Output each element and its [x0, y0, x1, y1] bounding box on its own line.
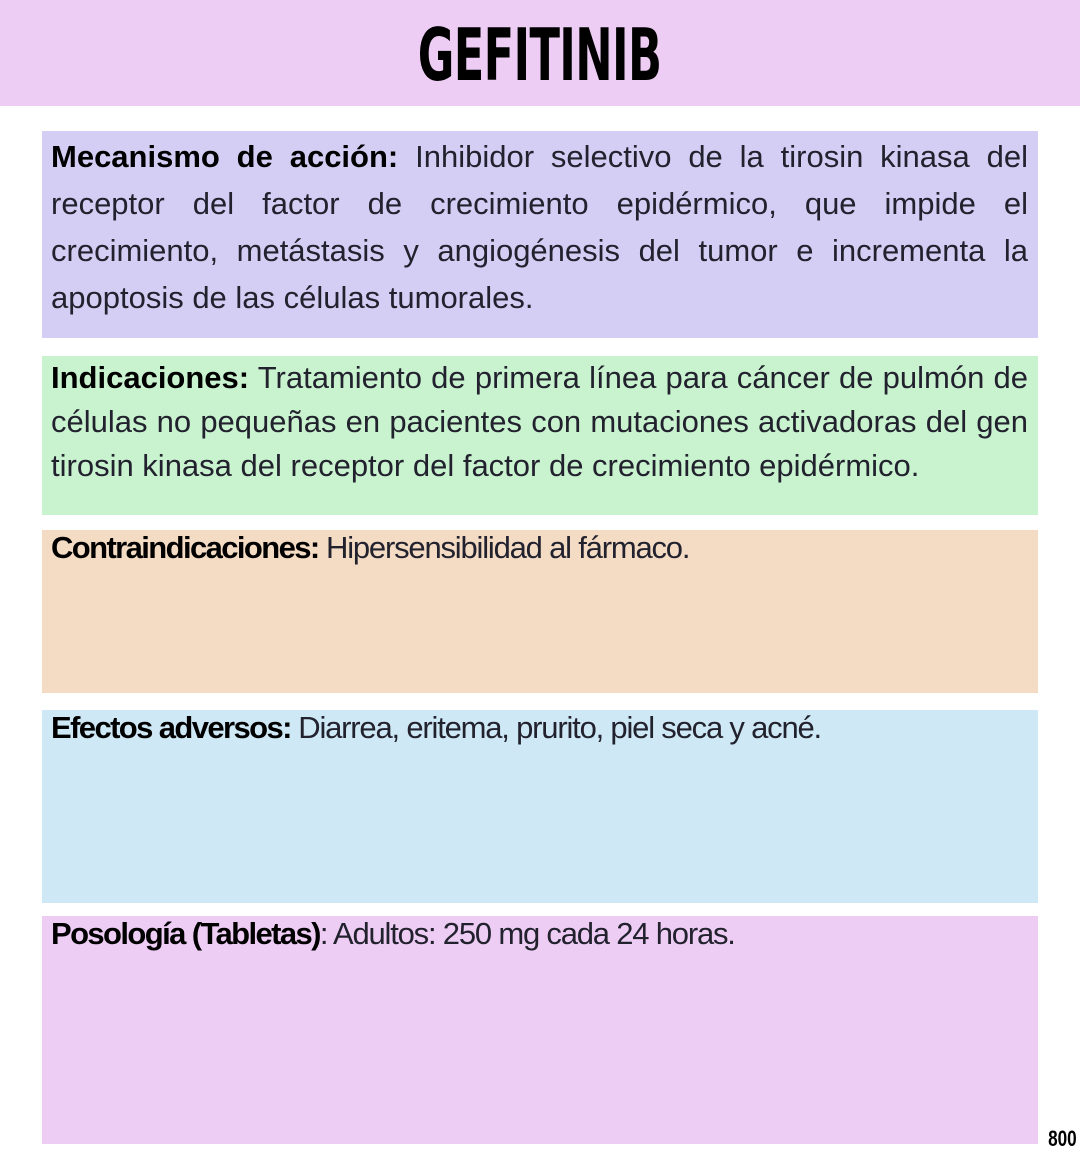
- section-contraindications: [42, 530, 1038, 693]
- section-adverse-effects: [42, 710, 1038, 903]
- mechanism-paragraph: [51, 133, 1028, 321]
- section-indications: [42, 356, 1038, 515]
- dosage-paragraph: [51, 910, 1028, 957]
- adverse-effects-paragraph: [51, 704, 1028, 751]
- adverse-effects-label: Efectos adversos:: [51, 710, 291, 745]
- indications-label: Indicaciones:: [51, 360, 250, 395]
- section-dosage: [42, 916, 1038, 1144]
- dosage-label-suffix: :: [319, 916, 328, 951]
- dosage-text: Adultos: 250 mg cada 24 horas.: [327, 916, 735, 951]
- title-banner: [0, 0, 1080, 106]
- indications-paragraph: [51, 356, 1028, 488]
- contraindications-paragraph: [51, 524, 1028, 571]
- page-number: 800: [1048, 1126, 1077, 1151]
- mechanism-text: Inhibidor selectivo de la tirosin kinasa del receptor del factor de crecimiento epidérmico, que impide el crecimiento, metástasis y angiogénesis del tumor e incrementa la apoptosis de las células tumorales.: [51, 139, 1028, 315]
- contraindications-text: Hipersensibilidad al fármaco.: [318, 530, 690, 565]
- drug-title: GEFITINIB: [418, 13, 662, 97]
- mechanism-label: Mecanismo de acción:: [51, 139, 399, 174]
- dosage-label: Posología (Tabletas): [51, 916, 320, 951]
- section-mechanism: [42, 131, 1038, 338]
- adverse-effects-text: Diarrea, eritema, prurito, piel seca y acné.: [290, 710, 821, 745]
- contraindications-label: Contraindicaciones:: [51, 530, 319, 565]
- indications-text: Tratamiento de primera línea para cáncer de pulmón de células no pequeñas en pacientes con mutaciones activadoras del gen tirosin kinasa del receptor del factor de crecimiento epidérmico.: [51, 360, 1028, 483]
